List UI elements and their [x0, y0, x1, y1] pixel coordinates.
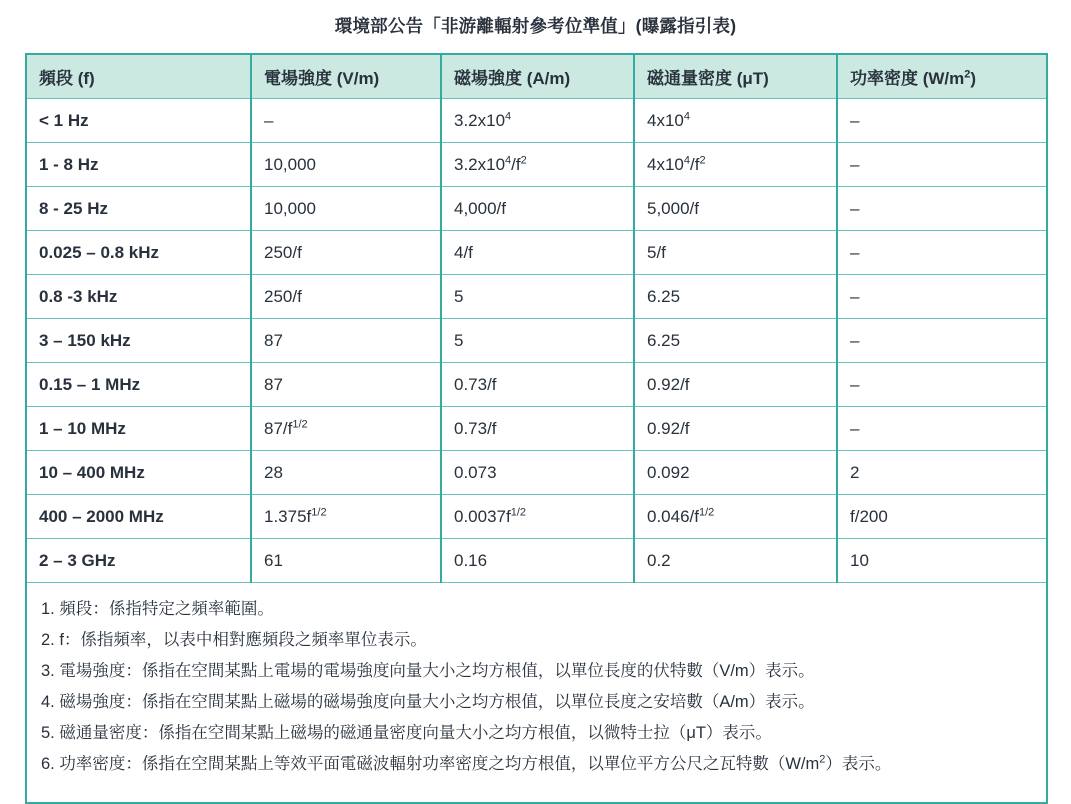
- column-header-powerdensity: 功率密度 $(W/m^2)$: [837, 54, 1047, 99]
- footnote: 3. 電場強度：係指在空間某點上電場的電場強度向量大小之均方根值，以單位長度的伏特數（V/m）表示。: [41, 662, 815, 680]
- column-header-hfield: 磁場強度 (A/m): [441, 54, 634, 99]
- cell-fluxdensity: 0.092: [634, 451, 837, 495]
- cell-fluxdensity: 5,000/f: [634, 187, 837, 231]
- footnotes-row: [26, 583, 1047, 804]
- cell-efield: 10,000: [251, 143, 441, 187]
- table-row: [26, 231, 1047, 275]
- cell-efield: 28: [251, 451, 441, 495]
- cell-fluxdensity: 6.25: [634, 275, 837, 319]
- table-row: [26, 407, 1047, 451]
- table-row: [26, 495, 1047, 539]
- cell-powerdensity: –: [837, 187, 1047, 231]
- cell-powerdensity: f/200: [837, 495, 1047, 539]
- footnote: 1. 頻段：係指特定之頻率範圍。: [41, 600, 274, 618]
- cell-fluxdensity: $4x10^4/f^2$: [634, 143, 837, 187]
- cell-fluxdensity: 6.25: [634, 319, 837, 363]
- page-title: 環境部公告「非游離輻射參考位準值」(曝露指引表): [334, 16, 737, 36]
- cell-efield: 250/f: [251, 231, 441, 275]
- cell-frequency: 1 – 10 MHz: [26, 407, 251, 451]
- table-row: [26, 319, 1047, 363]
- column-header-frequency: 頻段 (f): [26, 54, 251, 99]
- cell-hfield: $0.0037f^{1/2}$: [441, 495, 634, 539]
- cell-frequency: 0.15 – 1 MHz: [26, 363, 251, 407]
- cell-powerdensity: –: [837, 407, 1047, 451]
- cell-powerdensity: –: [837, 363, 1047, 407]
- cell-fluxdensity: 0.92/f: [634, 363, 837, 407]
- cell-frequency: 10 – 400 MHz: [26, 451, 251, 495]
- cell-frequency: < 1 Hz: [26, 99, 251, 143]
- cell-powerdensity: 2: [837, 451, 1047, 495]
- cell-efield: $87/f^{1/2}$: [251, 407, 441, 451]
- cell-efield: 10,000: [251, 187, 441, 231]
- cell-fluxdensity: 5/f: [634, 231, 837, 275]
- cell-frequency: 1 - 8 Hz: [26, 143, 251, 187]
- cell-efield: 250/f: [251, 275, 441, 319]
- cell-efield: 61: [251, 539, 441, 583]
- cell-hfield: 5: [441, 275, 634, 319]
- cell-efield: $1.375f^{1/2}$: [251, 495, 441, 539]
- cell-frequency: 8 - 25 Hz: [26, 187, 251, 231]
- cell-powerdensity: –: [837, 231, 1047, 275]
- column-header-efield: 電場強度 (V/m): [251, 54, 441, 99]
- cell-frequency: 0.025 – 0.8 kHz: [26, 231, 251, 275]
- table-row: [26, 187, 1047, 231]
- cell-powerdensity: –: [837, 319, 1047, 363]
- table-row: [26, 143, 1047, 187]
- table-row: [26, 275, 1047, 319]
- cell-frequency: 3 – 150 kHz: [26, 319, 251, 363]
- cell-efield: 87: [251, 363, 441, 407]
- cell-fluxdensity: 0.92/f: [634, 407, 837, 451]
- table-row: [26, 539, 1047, 583]
- cell-powerdensity: –: [837, 275, 1047, 319]
- cell-hfield: $3.2x10^4$: [441, 99, 634, 143]
- footnote: 4. 磁場強度：係指在空間某點上磁場的磁場強度向量大小之均方根值，以單位長度之安培數（A/m）表示。: [41, 693, 815, 711]
- table-row: [26, 99, 1047, 143]
- table-row: [26, 363, 1047, 407]
- cell-powerdensity: –: [837, 143, 1047, 187]
- cell-powerdensity: 10: [837, 539, 1047, 583]
- footnote: 6. 功率密度：係指在空間某點上等效平面電磁波輻射功率密度之均方根值，以單位平方公尺之瓦特數$(W/m^2)$表示。: [41, 753, 892, 773]
- exposure-limits-table: [25, 53, 1048, 804]
- cell-frequency: 400 – 2000 MHz: [26, 495, 251, 539]
- cell-efield: –: [251, 99, 441, 143]
- cell-frequency: 2 – 3 GHz: [26, 539, 251, 583]
- cell-frequency: 0.8 -3 kHz: [26, 275, 251, 319]
- cell-fluxdensity: $0.046/f^{1/2}$: [634, 495, 837, 539]
- cell-hfield: 0.073: [441, 451, 634, 495]
- table-row: [26, 451, 1047, 495]
- cell-hfield: $3.2x10^4/f^2$: [441, 143, 634, 187]
- cell-fluxdensity: 0.2: [634, 539, 837, 583]
- cell-hfield: 0.73/f: [441, 407, 634, 451]
- cell-fluxdensity: $4x10^4$: [634, 99, 837, 143]
- cell-hfield: 4,000/f: [441, 187, 634, 231]
- footnote: 5. 磁通量密度：係指在空間某點上磁場的磁通量密度向量大小之均方根值，以微特士拉（μT）表示。: [41, 724, 772, 742]
- footnotes-cell: [26, 583, 1047, 804]
- cell-powerdensity: –: [837, 99, 1047, 143]
- footnote: 2. f：係指頻率，以表中相對應頻段之頻率單位表示。: [41, 631, 427, 649]
- cell-hfield: 0.16: [441, 539, 634, 583]
- column-header-fluxdensity: 磁通量密度 (μT): [634, 54, 837, 99]
- cell-hfield: 0.73/f: [441, 363, 634, 407]
- header-row: [26, 54, 1047, 99]
- cell-hfield: 4/f: [441, 231, 634, 275]
- cell-hfield: 5: [441, 319, 634, 363]
- cell-efield: 87: [251, 319, 441, 363]
